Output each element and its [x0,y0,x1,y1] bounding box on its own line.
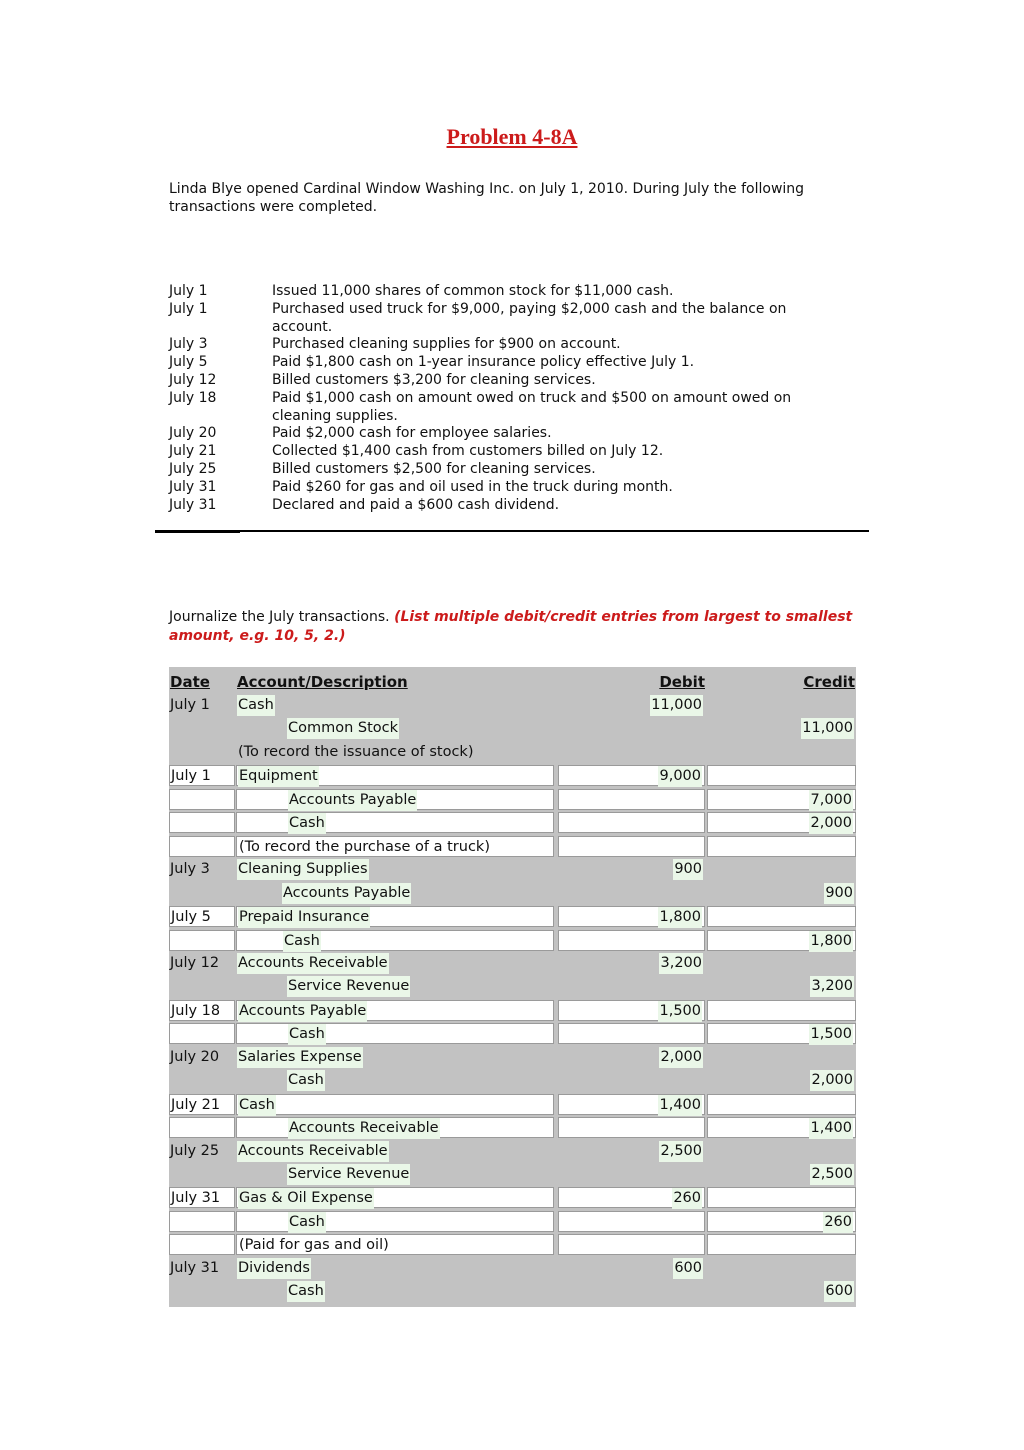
journal-row [169,1141,856,1165]
credit-cell[interactable] [707,1117,856,1138]
journal-row [169,953,856,977]
date-cell [169,742,235,763]
date-cell[interactable] [169,765,235,786]
account-name: Accounts Receivable [237,953,389,974]
journal-row [169,906,856,930]
account-name: Cash [283,931,321,952]
account-name: Common Stock [287,718,399,739]
credit-amount: 600 [824,1281,854,1302]
debit-cell[interactable] [558,1281,705,1302]
credit-cell[interactable] [707,1141,856,1162]
account-cell[interactable] [236,765,554,786]
transaction-date: July 21 [169,443,217,460]
date-cell[interactable] [169,812,235,833]
transaction-description: Purchased cleaning supplies for $900 on account. [272,336,621,353]
date-cell[interactable] [169,906,235,927]
journal-row [169,718,856,742]
transaction-date: July 20 [169,425,217,442]
entry-date: July 21 [171,1096,221,1113]
account-cell[interactable] [236,1023,554,1044]
transaction-description: Issued 11,000 shares of common stock for $11,000 cash. [272,283,674,299]
date-cell [169,1258,235,1279]
date-cell [169,1141,235,1162]
journal-row [169,1211,856,1235]
journal-row [169,765,856,789]
date-cell[interactable] [169,930,235,951]
account-cell[interactable] [236,1211,554,1232]
account-cell[interactable] [236,976,554,997]
account-cell[interactable] [236,718,554,739]
credit-cell[interactable] [707,789,856,810]
credit-cell[interactable] [707,1281,856,1302]
account-name: Prepaid Insurance [238,907,370,928]
transaction-row [169,479,869,497]
account-cell[interactable] [236,695,554,716]
credit-cell[interactable] [707,930,856,951]
transaction-description: Collected $1,400 cash from customers billed on July 12. [272,443,664,460]
transaction-row [169,301,869,337]
journal-row [169,1234,856,1258]
debit-cell[interactable] [558,765,705,786]
date-cell [169,1047,235,1068]
instructions [169,608,859,646]
transaction-description: Billed customers $3,200 for cleaning services. [272,371,596,388]
debit-amount: 600 [673,1258,703,1279]
entry-date: July 20 [170,1048,220,1065]
entry-date: July 25 [170,1142,220,1159]
debit-cell[interactable] [558,1000,705,1021]
transaction-description: Billed customers $2,500 for cleaning services. [272,460,596,477]
journal-row [169,1070,856,1094]
debit-cell[interactable] [558,883,705,904]
transaction-description: Purchased used truck for $9,000, paying $2,000 cash and the balance on account. [272,300,787,335]
account-cell[interactable] [236,1281,554,1302]
credit-cell[interactable] [707,1070,856,1091]
journal-row [169,1023,856,1047]
transaction-row [169,390,869,426]
date-cell [169,1164,235,1185]
date-cell [169,1281,235,1302]
date-cell[interactable] [169,1094,235,1115]
date-cell [169,953,235,974]
journal-row [169,1047,856,1071]
journal-row [169,883,856,907]
account-cell[interactable] [236,1234,554,1255]
debit-cell[interactable] [558,930,705,951]
account-name: Service Revenue [287,976,410,997]
account-cell[interactable] [236,742,554,763]
transaction-row [169,283,869,301]
credit-amount: 1,500 [809,1024,853,1045]
transaction-row [169,461,869,479]
credit-cell[interactable] [707,976,856,997]
transaction-row [169,425,869,443]
credit-cell[interactable] [707,1234,856,1255]
header-account: Account/Description [237,673,408,691]
debit-cell[interactable] [558,836,705,857]
account-cell[interactable] [236,859,554,880]
date-cell[interactable] [169,1211,235,1232]
credit-amount: 7,000 [809,790,853,811]
journal-row [169,1000,856,1024]
account-name: Accounts Payable [288,790,417,811]
journal-row [169,1258,856,1282]
account-name: Accounts Receivable [237,1141,389,1162]
debit-cell[interactable] [558,906,705,927]
account-cell[interactable] [236,930,554,951]
account-cell[interactable] [236,789,554,810]
account-name: Service Revenue [287,1164,410,1185]
account-cell[interactable] [236,1094,554,1115]
divider [240,530,869,532]
journal-row [169,1187,856,1211]
account-cell[interactable] [236,1164,554,1185]
debit-amount: 900 [673,859,703,880]
account-cell[interactable] [236,812,554,833]
journal-row [169,742,856,766]
transaction-date: July 31 [169,496,217,513]
date-cell [169,718,235,739]
account-name: Cash [238,1095,276,1116]
transaction-row [169,336,869,354]
transaction-row [169,354,869,372]
date-cell[interactable] [169,1023,235,1044]
date-cell [169,976,235,997]
transaction-date: July 1 [169,300,208,317]
date-cell[interactable] [169,1234,235,1255]
account-name: Cash [287,1070,325,1091]
debit-amount: 260 [672,1188,702,1209]
entry-date: July 18 [171,1002,221,1019]
debit-cell[interactable] [558,1047,705,1068]
header-date: Date [170,673,210,691]
debit-cell[interactable] [558,1258,705,1279]
account-name: Equipment [238,766,319,787]
credit-cell[interactable] [707,1258,856,1279]
credit-amount: 1,400 [809,1118,853,1139]
transaction-description: Paid $2,000 cash for employee salaries. [272,425,552,442]
debit-cell[interactable] [558,1187,705,1208]
journal-row [169,789,856,813]
date-cell[interactable] [169,836,235,857]
account-name: Cash [288,813,326,834]
credit-cell[interactable] [707,1164,856,1185]
credit-cell[interactable] [707,695,856,716]
journal-row [169,1117,856,1141]
date-cell[interactable] [169,1000,235,1021]
date-cell [169,859,235,880]
debit-cell[interactable] [558,1141,705,1162]
credit-amount: 3,200 [810,976,854,997]
debit-cell[interactable] [558,742,705,763]
transaction-description: Paid $1,000 cash on amount owed on truck and $500 on amount owed on cleaning supplies. [272,389,792,424]
journal-row [169,930,856,954]
debit-cell[interactable] [558,1117,705,1138]
credit-amount: 260 [823,1212,853,1233]
credit-cell[interactable] [707,883,856,904]
account-name: (To record the purchase of a truck) [239,838,490,855]
account-name: Gas & Oil Expense [238,1188,374,1209]
journal-row [169,1164,856,1188]
journal-header [169,667,856,695]
account-name: (Paid for gas and oil) [239,1237,389,1254]
account-cell[interactable] [236,1187,554,1208]
entry-date: July 1 [171,768,211,785]
credit-cell[interactable] [707,1047,856,1068]
credit-amount: 2,000 [810,1070,854,1091]
account-cell[interactable] [236,883,554,904]
account-name: Cash [288,1212,326,1233]
debit-cell[interactable] [558,812,705,833]
credit-amount: 2,500 [810,1164,854,1185]
credit-cell[interactable] [707,906,856,927]
header-credit: Credit [803,673,855,691]
account-cell[interactable] [236,1258,554,1279]
transaction-row [169,443,869,461]
debit-cell[interactable] [558,1023,705,1044]
journal-table [169,667,856,1307]
credit-cell[interactable] [707,1211,856,1232]
entry-date: July 5 [171,909,211,926]
debit-cell[interactable] [558,859,705,880]
debit-amount: 1,500 [658,1001,702,1022]
transaction-date: July 31 [169,478,217,495]
entry-date: July 31 [170,1259,220,1276]
credit-cell[interactable] [707,718,856,739]
credit-cell[interactable] [707,765,856,786]
journal-row [169,1094,856,1118]
transaction-date: July 18 [169,389,217,406]
instructions-note: (List multiple debit/credit entries from largest to smallest amount, e.g. 10, 5, 2.) [169,609,853,644]
date-cell[interactable] [169,1187,235,1208]
account-name: Accounts Receivable [288,1118,440,1139]
account-cell[interactable] [236,1141,554,1162]
transaction-date: July 3 [169,336,208,353]
credit-amount: 2,000 [809,813,853,834]
divider-thick [155,530,240,533]
transaction-row [169,497,869,515]
debit-cell[interactable] [558,1211,705,1232]
date-cell [169,695,235,716]
credit-cell[interactable] [707,836,856,857]
transaction-date: July 5 [169,354,208,371]
entry-date: July 12 [170,954,220,971]
debit-amount: 2,500 [659,1141,703,1162]
transaction-date: July 1 [169,283,208,299]
credit-cell[interactable] [707,1094,856,1115]
account-name: Cleaning Supplies [237,859,369,880]
credit-cell[interactable] [707,1187,856,1208]
date-cell [169,883,235,904]
debit-cell[interactable] [558,789,705,810]
journal-row [169,859,856,883]
account-name: Cash [288,1024,326,1045]
account-cell[interactable] [236,836,554,857]
credit-cell[interactable] [707,1000,856,1021]
journal-row [169,695,856,719]
account-name: Cash [287,1281,325,1302]
debit-amount: 3,200 [659,953,703,974]
account-cell[interactable] [236,906,554,927]
transaction-date: July 12 [169,371,217,388]
credit-cell[interactable] [707,1023,856,1044]
journal-row [169,812,856,836]
credit-cell[interactable] [707,953,856,974]
transaction-description: Paid $260 for gas and oil used in the truck during month. [272,478,673,495]
account-name: (To record the issuance of stock) [238,743,474,760]
transaction-date: July 25 [169,460,217,477]
account-name: Salaries Expense [237,1047,363,1068]
transaction-description: Declared and paid a $600 cash dividend. [272,496,560,513]
credit-cell[interactable] [707,812,856,833]
journal-row [169,1281,856,1305]
debit-cell[interactable] [558,953,705,974]
journal-row [169,976,856,1000]
account-name: Dividends [237,1258,311,1279]
date-cell [169,1070,235,1091]
debit-amount: 11,000 [650,695,703,716]
debit-cell[interactable] [558,976,705,997]
problem-intro: Linda Blye opened Cardinal Window Washing Inc. on July 1, 2010. During July the following transactions were completed. [169,181,805,215]
journal-row [169,836,856,860]
page-title: Problem 4-8A [446,124,578,149]
account-name: Accounts Payable [282,883,411,904]
debit-cell[interactable] [558,1094,705,1115]
header-debit: Debit [659,673,705,691]
debit-cell[interactable] [558,1234,705,1255]
account-name: Cash [237,695,275,716]
debit-cell[interactable] [558,1070,705,1091]
instructions-text: Journalize the July transactions. [169,609,390,625]
account-cell[interactable] [236,1070,554,1091]
account-cell[interactable] [236,953,554,974]
account-name: Accounts Payable [238,1001,367,1022]
entry-date: July 3 [170,861,210,878]
transaction-description: Paid $1,800 cash on 1-year insurance policy effective July 1. [272,354,695,371]
debit-amount: 2,000 [659,1047,703,1068]
transaction-row [169,372,869,390]
transaction-list [169,283,869,514]
date-cell[interactable] [169,1117,235,1138]
credit-amount: 900 [824,883,854,904]
entry-date: July 1 [170,697,210,713]
account-cell[interactable] [236,1047,554,1068]
entry-date: July 31 [171,1190,221,1207]
debit-amount: 1,800 [658,907,702,928]
credit-cell[interactable] [707,742,856,763]
debit-amount: 1,400 [658,1095,702,1116]
credit-amount: 11,000 [801,718,854,739]
debit-cell[interactable] [558,718,705,739]
debit-cell[interactable] [558,695,705,716]
date-cell[interactable] [169,789,235,810]
debit-amount: 9,000 [658,766,702,787]
account-cell[interactable] [236,1000,554,1021]
credit-amount: 1,800 [809,931,853,952]
credit-cell[interactable] [707,859,856,880]
debit-cell[interactable] [558,1164,705,1185]
account-cell[interactable] [236,1117,554,1138]
